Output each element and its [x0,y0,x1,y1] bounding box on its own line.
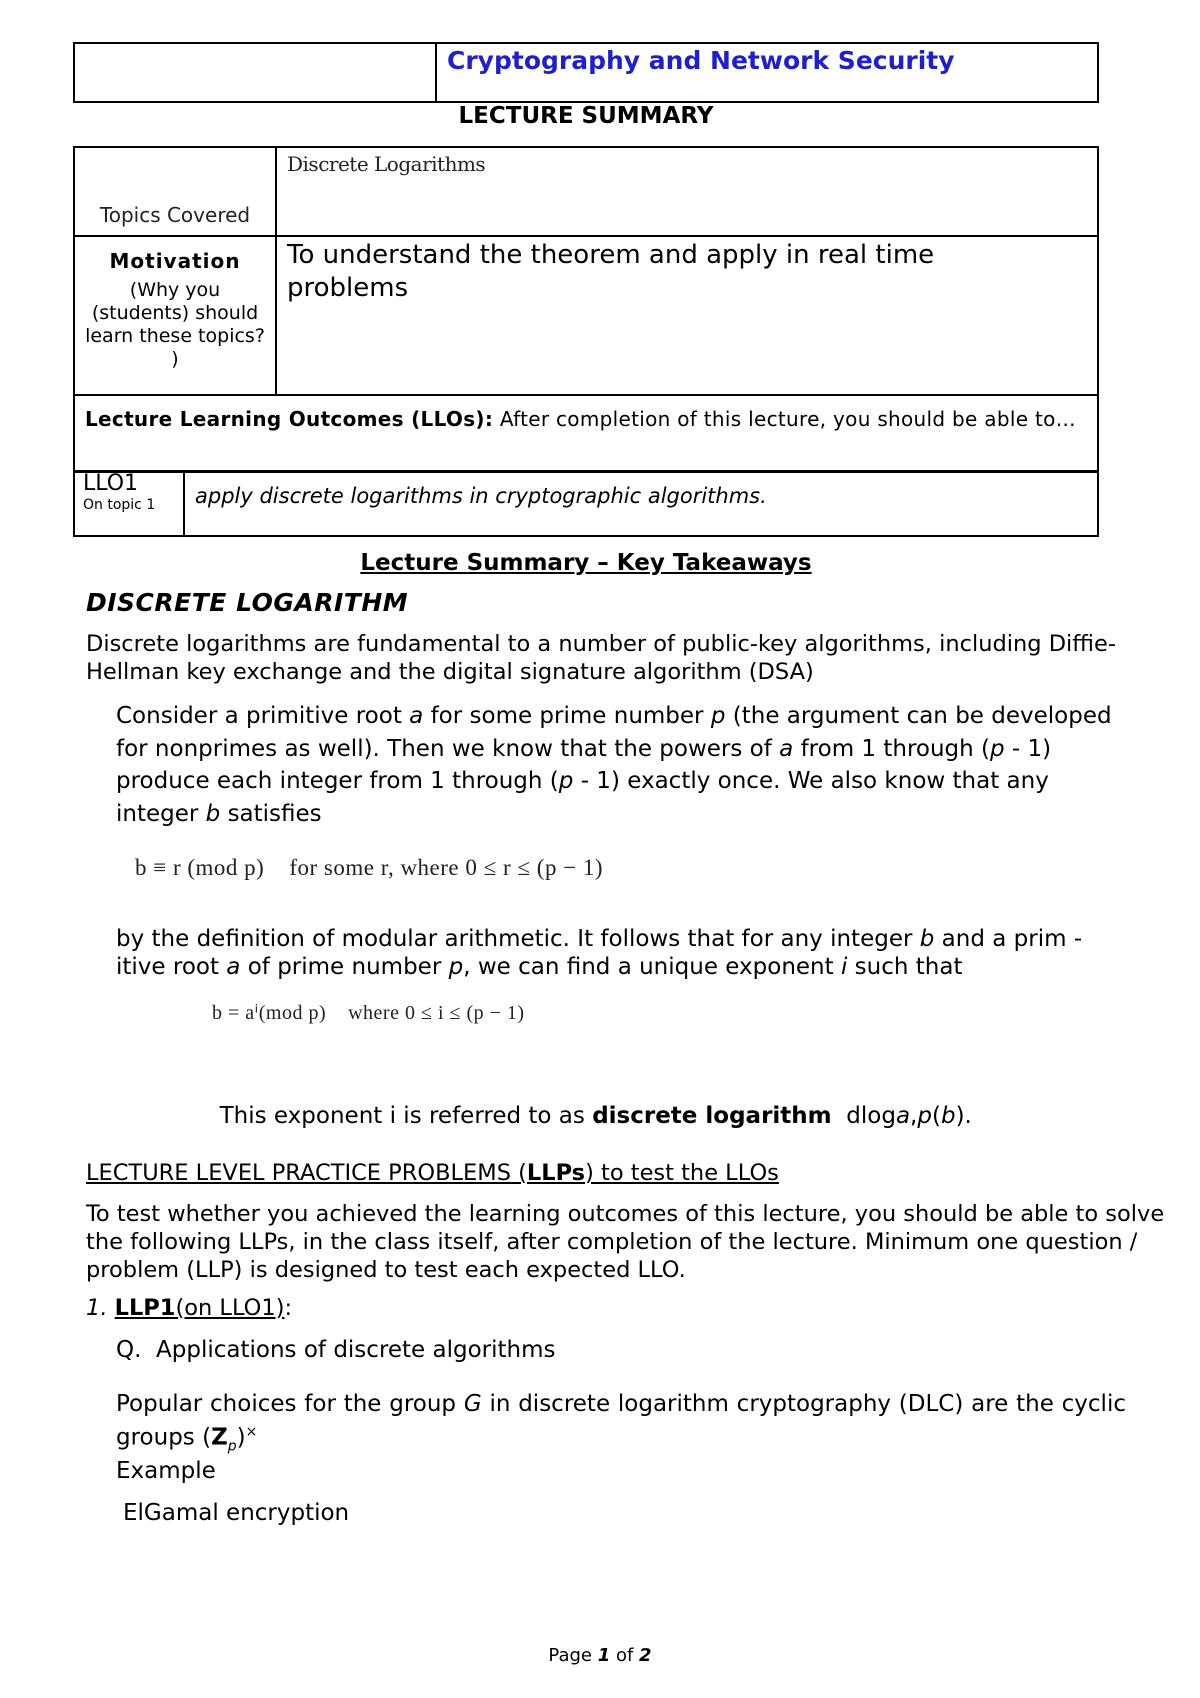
practice-intro: To test whether you achieved the learning outcomes of this lecture, you should be able to solve the following LLPs, in the class itself, after completion of the lecture. Minimum one question / problem (LLP) is designed to test each expected LLO. [86,1201,1165,1283]
modular-arithmetic-paragraph: by the definition of modular arithmetic. It follows that for any integer b and a prim - itive root a of prime number p, we can find a unique exponent i such that [116,926,1083,980]
key-takeaways-title: Lecture Summary – Key Takeaways [360,550,812,576]
topics-label: Topics Covered [99,203,251,227]
motivation-value-cell [276,236,1098,395]
example-label: Example [116,1458,216,1484]
exponent-definition: This exponent i is referred to as discrete logarithm dloga,p(b). [219,1103,972,1129]
llp1-item: 1. LLP1(on LLO1): [86,1295,293,1321]
llo1-text: apply discrete logarithms in cryptographic algorithms. [195,484,767,508]
summary-table [73,146,1099,473]
section-heading: DISCRETE LOGARITHM [86,588,409,617]
practice-heading: LECTURE LEVEL PRACTICE PROBLEMS (LLPs) to test the LLOs [86,1160,779,1186]
motivation-label: Motivation [109,249,241,273]
motivation-label-cell [74,236,276,395]
topics-label-cell [74,147,276,236]
header-table [73,42,1099,103]
llp1-question: Q. Applications of discrete algorithms [116,1337,556,1363]
llo-intro-cell [74,395,1098,472]
page-footer: Page 1 of 2 [548,1645,652,1666]
formula-discrete-log: b = aⁱ(mod p) where 0 ≤ i ≤ (p − 1) [212,1002,525,1024]
example-value: ElGamal encryption [123,1500,350,1526]
topics-value: Discrete Logarithms [287,152,486,176]
motivation-subtext: (Why you (students) should learn these topics? ) [85,279,265,370]
header-left-cell [74,43,436,102]
llo1-text-cell [184,471,1098,536]
llo1-label: LLO1 [83,471,139,496]
course-title: Cryptography and Network Security [436,43,1098,102]
llo1-topic: On topic 1 [83,497,156,513]
llo1-table [73,470,1099,537]
motivation-value: To understand the theorem and apply in real time problems [287,240,935,303]
lecture-summary-heading: LECTURE SUMMARY [458,103,714,129]
llo1-label-cell [74,471,184,536]
formula-congruence: b ≡ r (mod p) for some r, where 0 ≤ r ≤ (p − 1) [135,855,604,880]
intro-paragraph: Discrete logarithms are fundamental to a number of public-key algorithms, including Diffie-Hellman key exchange and the digital signature algorithm (DSA) [86,631,1117,685]
popular-choices-paragraph: Popular choices for the group G in discrete logarithm cryptography (DLC) are the cyclic groups $(Z_p)^\times$ [116,1391,1126,1455]
primitive-root-paragraph: Consider a primitive root a for some prime number p (the argument can be developed for nonprimes as well). Then we know that the powers of a from 1 through (p - 1) produce each integer from 1 through (p - 1) exactly once. We also know that any integer b satisfies [116,703,1112,827]
topics-value-cell [276,147,1098,236]
llo-intro: Lecture Learning Outcomes (LLOs): After completion of this lecture, you should be able to… [85,407,1076,431]
